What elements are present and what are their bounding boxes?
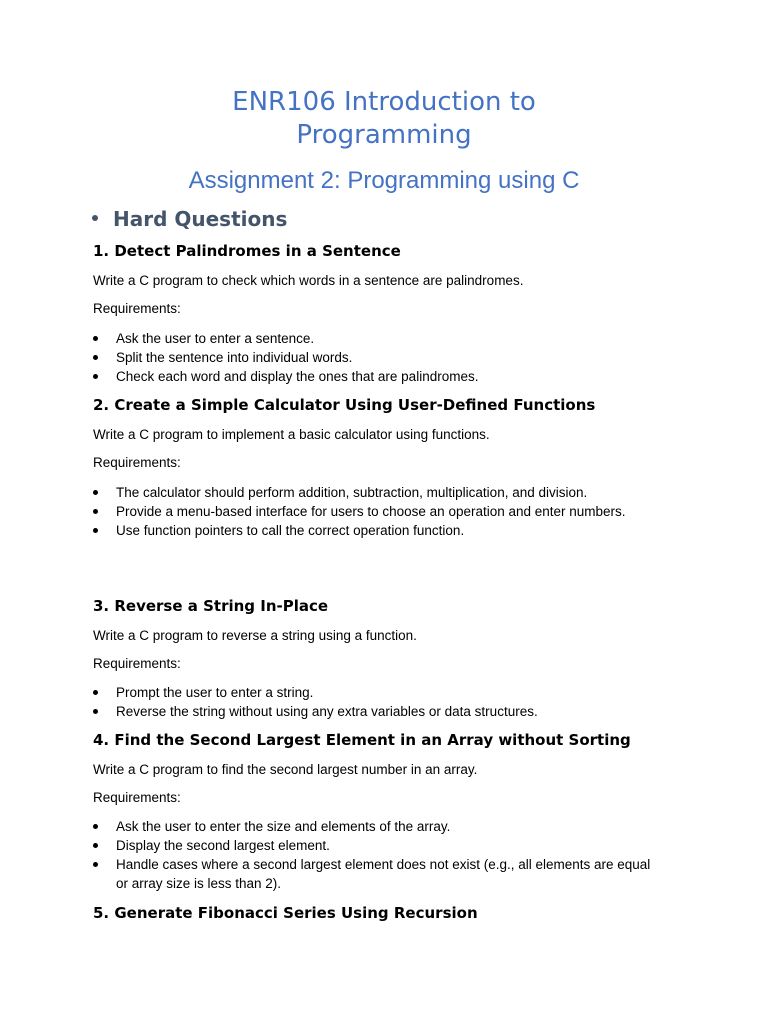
question-3-requirements-label: Requirements:	[93, 656, 181, 671]
list-item: Ask the user to enter the size and elements of the array.	[93, 817, 653, 836]
question-2-description: Write a C program to implement a basic calculator using functions.	[93, 427, 490, 442]
list-item: Check each word and display the ones that are palindromes.	[93, 367, 653, 386]
list-item: Split the sentence into individual words.	[93, 348, 653, 367]
bullet-icon	[93, 490, 98, 495]
bullet-icon	[93, 509, 98, 514]
list-item: Display the second largest element.	[93, 836, 653, 855]
list-item: Use function pointers to call the correct operation function.	[93, 521, 653, 540]
section-heading-label: Hard Questions	[113, 207, 288, 231]
document-title-line2: Programming	[296, 120, 472, 150]
bullet-icon	[93, 709, 98, 714]
question-3-description: Write a C program to reverse a string using a function.	[93, 628, 417, 643]
question-2-requirements	[93, 483, 653, 540]
bullet-icon	[93, 843, 98, 848]
list-item: Ask the user to enter a sentence.	[93, 329, 653, 348]
document-title-line1: ENR106 Introduction to	[232, 87, 536, 117]
bullet-icon	[93, 862, 98, 867]
question-4-requirements-label: Requirements:	[93, 790, 181, 805]
question-1-requirements-label: Requirements:	[93, 301, 181, 316]
question-4-requirements	[93, 817, 653, 893]
list-item: Handle cases where a second largest element does not exist (e.g., all elements are equal or array size is less than 2).	[93, 855, 653, 893]
question-3-heading: 3. Reverse a String In-Place	[93, 597, 329, 615]
question-2-requirements-label: Requirements:	[93, 455, 181, 470]
bullet-icon	[93, 374, 98, 379]
question-5-heading: 5. Generate Fibonacci Series Using Recursion	[93, 904, 478, 922]
bullet-icon	[93, 355, 98, 360]
question-4-description: Write a C program to find the second largest number in an array.	[93, 762, 478, 777]
bullet-icon	[92, 215, 98, 221]
bullet-icon	[93, 824, 98, 829]
question-1-description: Write a C program to check which words in a sentence are palindromes.	[93, 273, 524, 288]
assignment-subtitle: Assignment 2: Programming using C	[188, 167, 580, 194]
question-3-requirements	[93, 683, 653, 721]
list-item: The calculator should perform addition, subtraction, multiplication, and division.	[93, 483, 653, 502]
bullet-icon	[93, 336, 98, 341]
question-1-requirements	[93, 329, 653, 386]
bullet-icon	[93, 690, 98, 695]
question-1-heading: 1. Detect Palindromes in a Sentence	[93, 242, 401, 260]
section-heading	[92, 205, 287, 233]
document-title	[0, 86, 768, 152]
question-2-heading: 2. Create a Simple Calculator Using User-Defined Functions	[93, 396, 596, 414]
question-4-heading: 4. Find the Second Largest Element in an Array without Sorting	[93, 731, 631, 749]
list-item: Prompt the user to enter a string.	[93, 683, 653, 702]
bullet-icon	[93, 528, 98, 533]
list-item: Reverse the string without using any extra variables or data structures.	[93, 702, 653, 721]
list-item: Provide a menu-based interface for users to choose an operation and enter numbers.	[93, 502, 653, 521]
